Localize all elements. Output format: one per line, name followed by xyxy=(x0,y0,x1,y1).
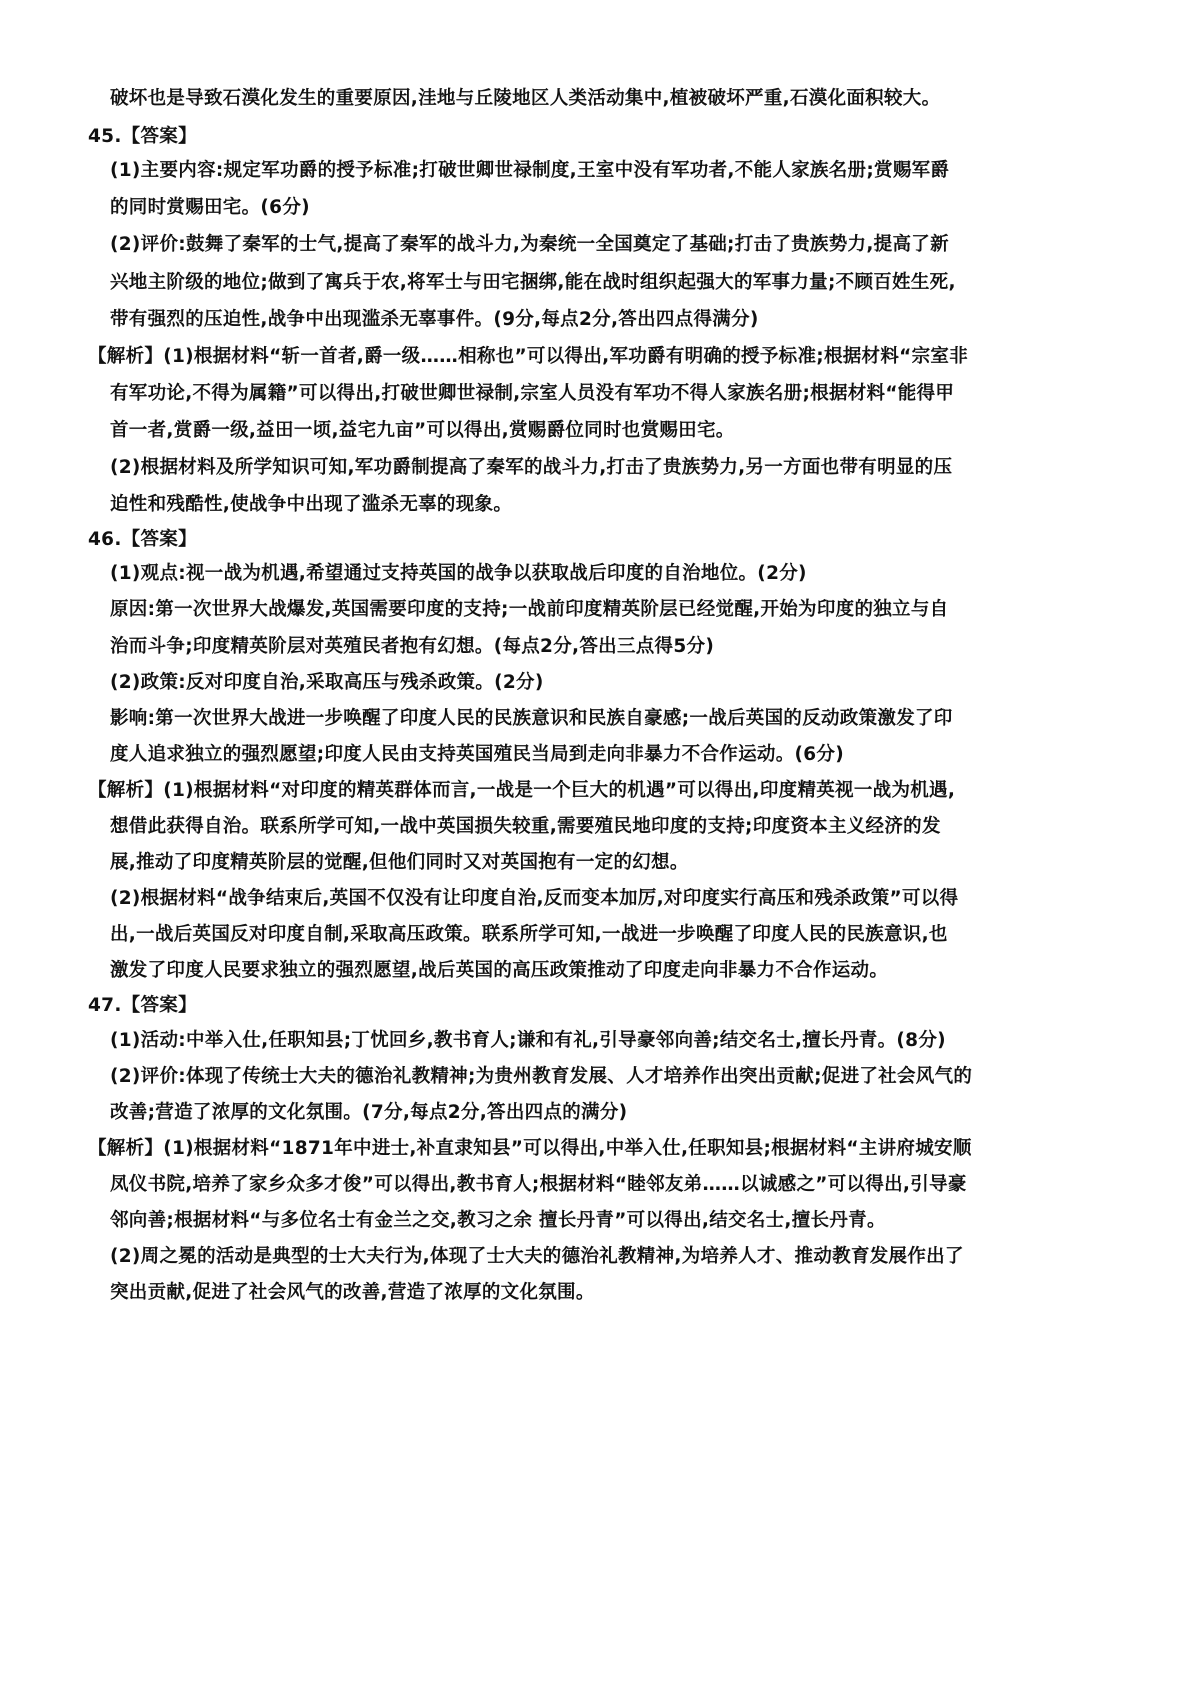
q47-analysis-2-line-1: (2)周之冕的活动是典型的士大夫行为,体现了士大夫的德治礼教精神,为培养人才、推动教育发展作出了 xyxy=(110,1246,964,1267)
text-line-intro: 破坏也是导致石漠化发生的重要原因,洼地与丘陵地区人类活动集中,植被破坏严重,石漠化面积较大。 xyxy=(110,88,941,109)
question-45-heading: 45.【答案】 xyxy=(88,126,197,147)
q46-analysis-1-line-2: 想借此获得自治。联系所学可知,一战中英国损失较重,需要殖民地印度的支持;印度资本主义经济的发 xyxy=(110,816,941,837)
q47-analysis-2-line-2: 突出贡献,促进了社会风气的改善,营造了浓厚的文化氛围。 xyxy=(110,1282,595,1303)
q46-answer-2-line-2: 影响:第一次世界大战进一步唤醒了印度人民的民族意识和民族自豪感;一战后英国的反动政策激发了印 xyxy=(110,708,953,729)
q45-answer-2-line-3: 带有强烈的压迫性,战争中出现滥杀无辜事件。(9分,每点2分,答出四点得满分) xyxy=(110,309,759,330)
q45-answer-2-line-2: 兴地主阶级的地位;做到了寓兵于农,将军士与田宅捆绑,能在战时组织起强大的军事力量;不顾百姓生死, xyxy=(110,272,956,293)
q47-answer-2-line-1: (2)评价:体现了传统士大夫的德治礼教精神;为贵州教育发展、人才培养作出突出贡献;促进了社会风气的 xyxy=(110,1066,973,1087)
q46-analysis-2-line-1: (2)根据材料“战争结束后,英国不仅没有让印度自治,反而变本加厉,对印度实行高压和残杀政策”可以得 xyxy=(110,888,959,909)
q46-answer-2-line-3: 度人追求独立的强烈愿望;印度人民由支持英国殖民当局到走向非暴力不合作运动。(6分) xyxy=(110,744,844,765)
q45-analysis-1-line-3: 首一者,赏爵一级,益田一顷,益宅九亩”可以得出,赏赐爵位同时也赏赐田宅。 xyxy=(110,420,735,441)
q46-analysis-1-line-1: 【解析】(1)根据材料“对印度的精英群体而言,一战是一个巨大的机遇”可以得出,印度精英视一战为机遇, xyxy=(88,780,956,801)
q45-answer-1-line-1: (1)主要内容:规定军功爵的授予标准;打破世卿世禄制度,王室中没有军功者,不能人家族名册;赏赐军爵 xyxy=(110,160,950,181)
q47-answer-1-line-1: (1)活动:中举入仕,任职知县;丁忧回乡,教书育人;谦和有礼,引导豪邻向善;结交名士,擅长丹青。(8分) xyxy=(110,1030,946,1051)
q46-analysis-2-line-2: 出,一战后英国反对印度自制,采取高压政策。联系所学可知,一战进一步唤醒了印度人民的民族意识,也 xyxy=(110,924,948,945)
q46-answer-1-line-1: (1)观点:视一战为机遇,希望通过支持英国的战争以获取战后印度的自治地位。(2分) xyxy=(110,563,807,584)
q45-analysis-1-line-2: 有军功论,不得为属籍”可以得出,打破世卿世禄制,宗室人员没有军功不得人家族名册;根据材料“能得甲 xyxy=(110,383,955,404)
q46-answer-1-line-3: 治而斗争;印度精英阶层对英殖民者抱有幻想。(每点2分,答出三点得5分) xyxy=(110,636,715,657)
q46-analysis-1-line-3: 展,推动了印度精英阶层的觉醒,但他们同时又对英国抱有一定的幻想。 xyxy=(110,852,689,873)
q47-analysis-1-line-2: 凤仪书院,培养了家乡众多才俊”可以得出,教书育人;根据材料“睦邻友弟……以诚感之”可以得出,引导豪 xyxy=(110,1174,967,1195)
question-47-heading: 47.【答案】 xyxy=(88,995,197,1016)
q45-answer-2-line-1: (2)评价:鼓舞了秦军的士气,提高了秦军的战斗力,为秦统一全国奠定了基础;打击了贵族势力,提高了新 xyxy=(110,234,949,255)
q45-analysis-2-line-1: (2)根据材料及所学知识可知,军功爵制提高了秦军的战斗力,打击了贵族势力,另一方面也带有明显的压 xyxy=(110,457,953,478)
q46-answer-2-line-1: (2)政策:反对印度自治,采取高压与残杀政策。(2分) xyxy=(110,672,544,693)
q45-analysis-1-line-1: 【解析】(1)根据材料“斩一首者,爵一级……相称也”可以得出,军功爵有明确的授予标准;根据材料“宗室非 xyxy=(88,346,969,367)
q46-analysis-2-line-3: 激发了印度人民要求独立的强烈愿望,战后英国的高压政策推动了印度走向非暴力不合作运动。 xyxy=(110,960,889,981)
q47-analysis-1-line-3: 邻向善;根据材料“与多位名士有金兰之交,教习之余 擅长丹青”可以得出,结交名士,擅长丹青。 xyxy=(110,1210,886,1231)
q47-answer-2-line-2: 改善;营造了浓厚的文化氛围。(7分,每点2分,答出四点的满分) xyxy=(110,1102,628,1123)
q46-answer-1-line-2: 原因:第一次世界大战爆发,英国需要印度的支持;一战前印度精英阶层已经觉醒,开始为印度的独立与自 xyxy=(110,599,949,620)
q45-analysis-2-line-2: 迫性和残酷性,使战争中出现了滥杀无辜的现象。 xyxy=(110,494,513,515)
question-46-heading: 46.【答案】 xyxy=(88,529,197,550)
q45-answer-1-line-2: 的同时赏赐田宅。(6分) xyxy=(110,197,310,218)
q47-analysis-1-line-1: 【解析】(1)根据材料“1871年中进士,补直隶知县”可以得出,中举入仕,任职知县;根据材料“主讲府城安顺 xyxy=(88,1138,972,1159)
